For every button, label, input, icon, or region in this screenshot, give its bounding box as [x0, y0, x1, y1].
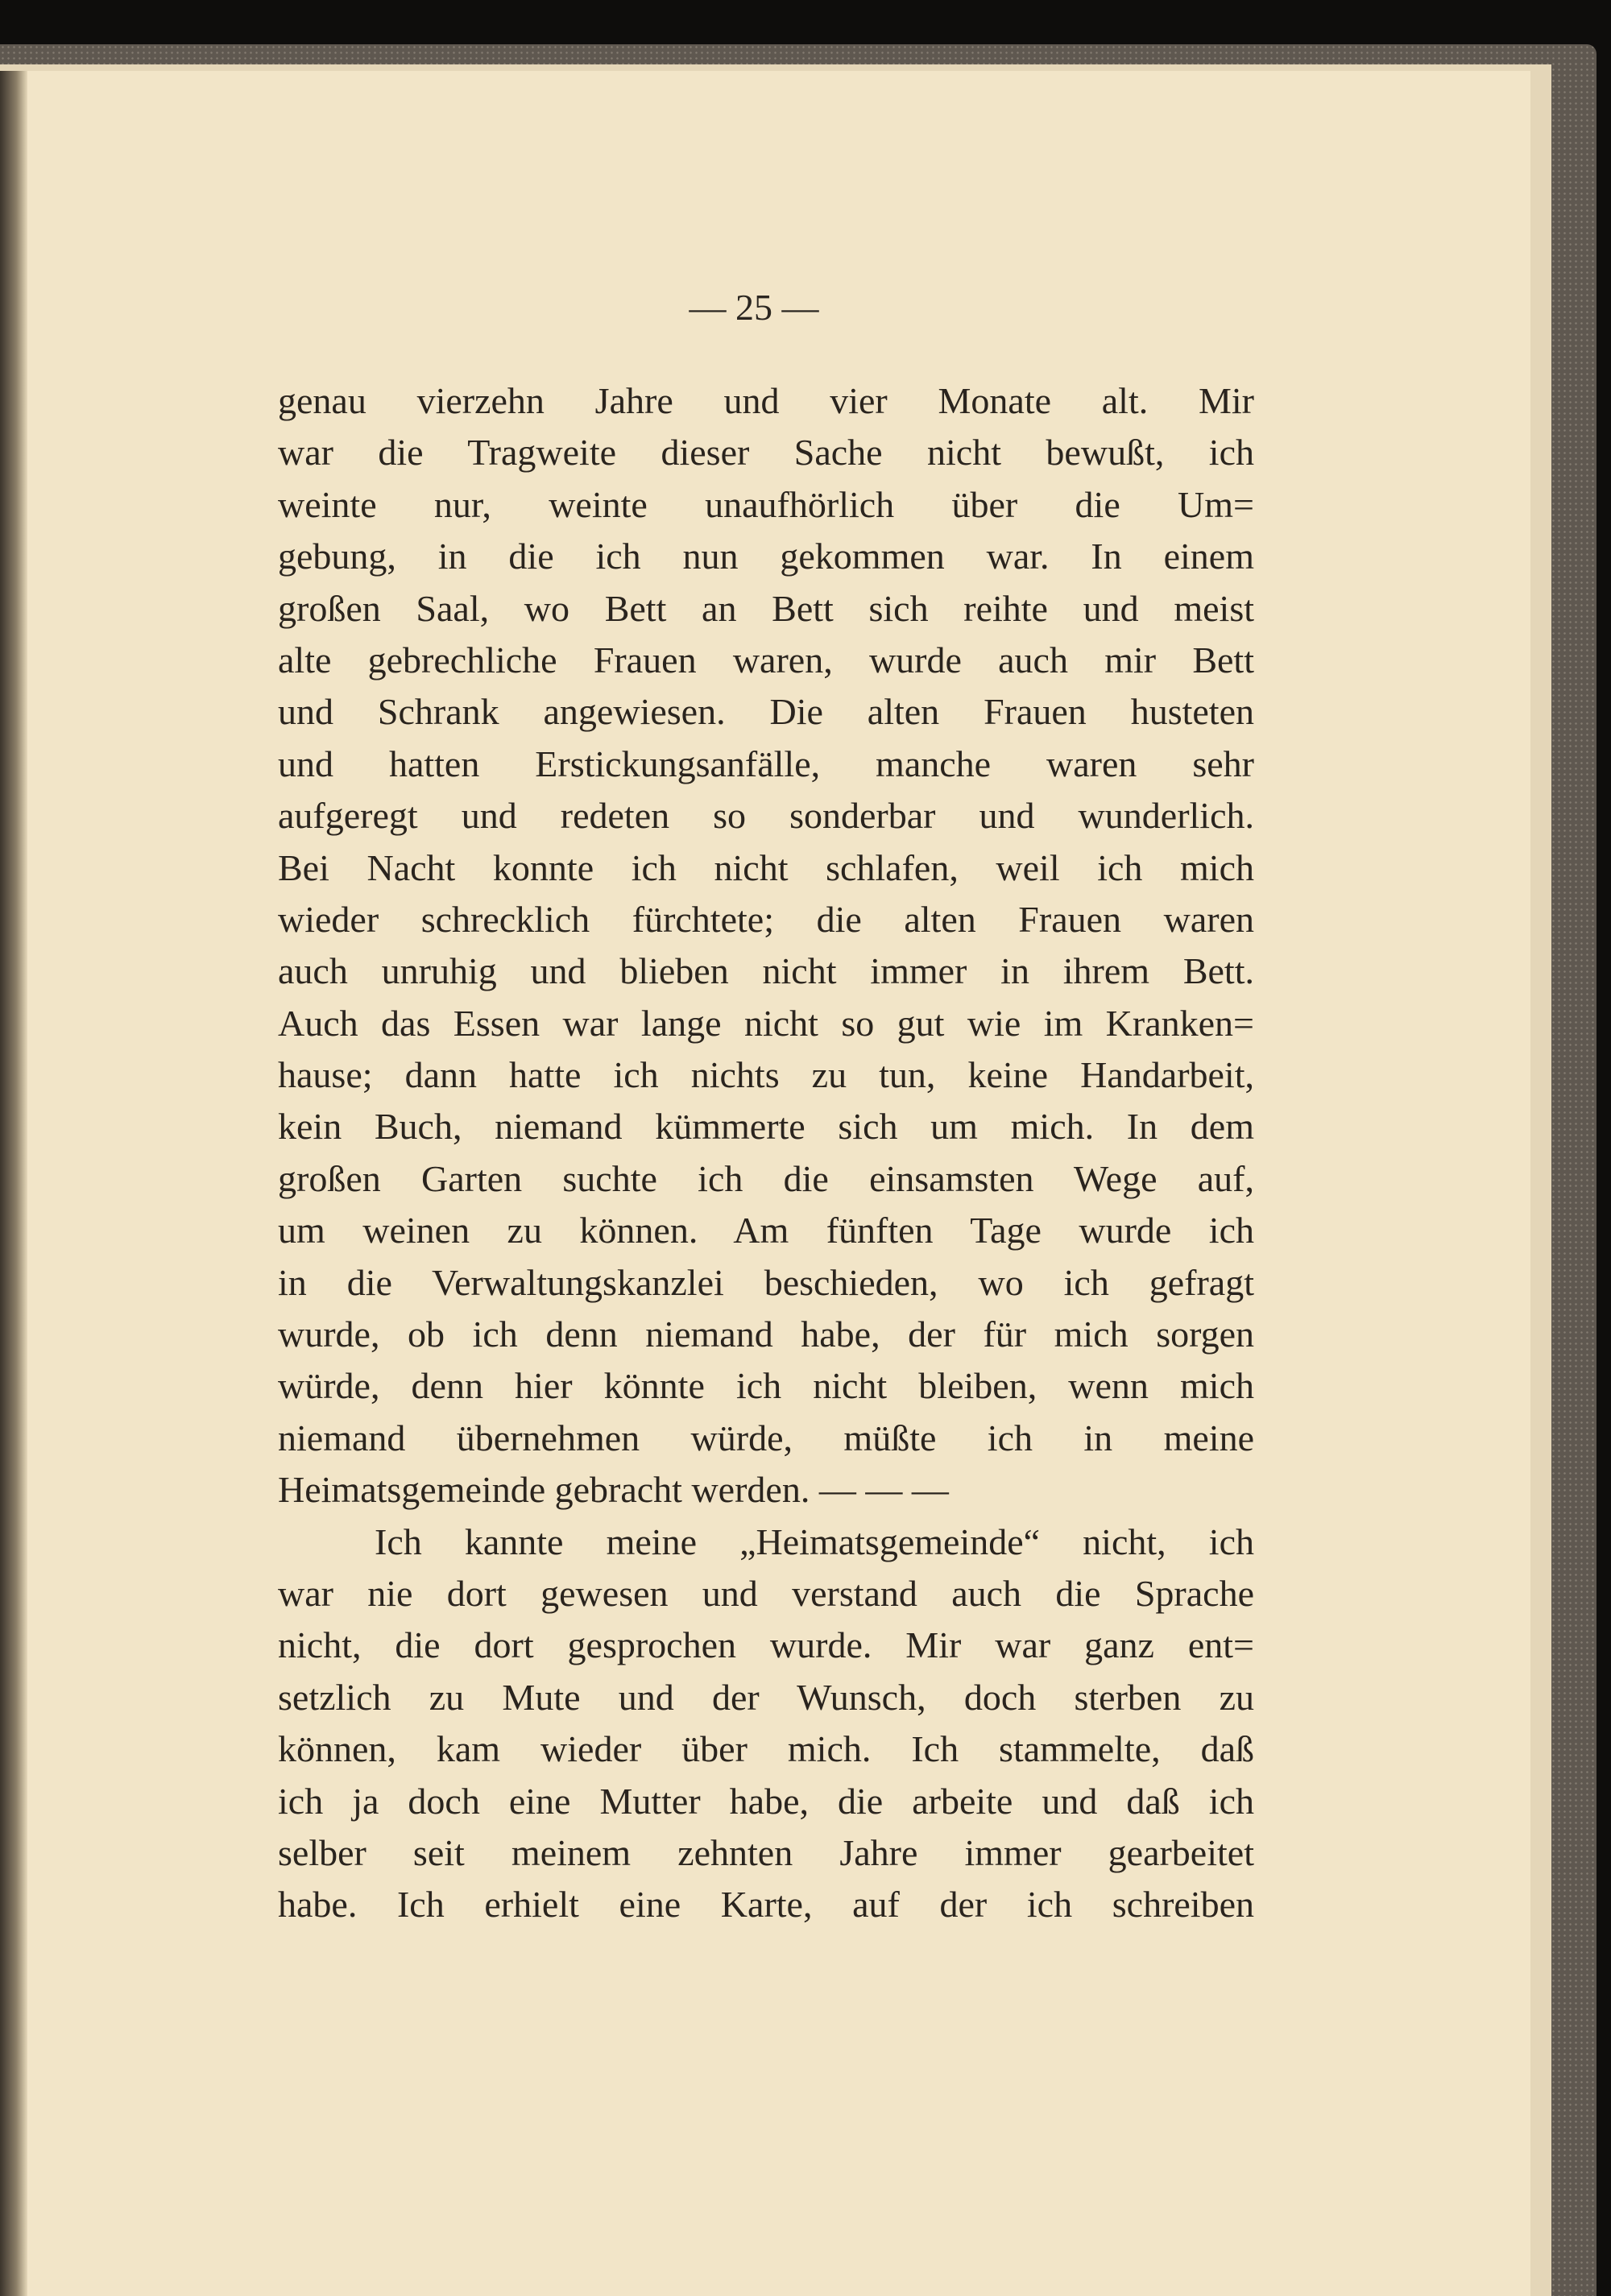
- text-line: wurde, ob ich denn niemand habe, der für mich sorgen: [278, 1313, 1254, 1355]
- text-line: wieder schrecklich fürchtete; die alten Frauen waren: [278, 898, 1254, 940]
- text-line: kein Buch, niemand kümmerte sich um mich. In dem: [278, 1106, 1254, 1148]
- text-line: auch unruhig und blieben nicht immer in ihrem Bett.: [278, 950, 1254, 992]
- text-line: großen Saal, wo Bett an Bett sich reihte und meist: [278, 587, 1254, 629]
- text-line: Bei Nacht konnte ich nicht schlafen, weil ich mich: [278, 846, 1254, 888]
- text-line: um weinen zu können. Am fünften Tage wurde ich: [278, 1210, 1254, 1251]
- body-text: [278, 375, 1254, 1931]
- text-line: habe. Ich erhielt eine Karte, auf der ich schreiben: [278, 1884, 1254, 1926]
- text-line: Ich kannte meine „Heimatsgemeinde“ nicht, ich: [375, 1520, 1254, 1562]
- text-line: selber seit meinem zehnten Jahre immer gearbeitet: [278, 1831, 1254, 1873]
- page-number: — 25 —: [689, 287, 819, 328]
- text-line: würde, denn hier könnte ich nicht bleiben, wenn mich: [278, 1365, 1254, 1407]
- text-line: nicht, die dort gesprochen wurde. Mir war ganz ent=: [278, 1624, 1254, 1666]
- text-line: aufgeregt und redeten so sonderbar und wunderlich.: [278, 795, 1254, 837]
- text-line: war nie dort gewesen und verstand auch die Sprache: [278, 1572, 1254, 1614]
- text-line: können, kam wieder über mich. Ich stammelte, daß: [278, 1728, 1254, 1770]
- text-line: ich ja doch eine Mutter habe, die arbeite und daß ich: [278, 1780, 1254, 1822]
- text-line: und hatten Erstickungsanfälle, manche waren sehr: [278, 743, 1254, 784]
- text-line: großen Garten suchte ich die einsamsten Wege auf,: [278, 1157, 1254, 1199]
- text-line: und Schrank angewiesen. Die alten Frauen husteten: [278, 691, 1254, 733]
- text-line: war die Tragweite dieser Sache nicht bewußt, ich: [278, 432, 1254, 474]
- text-line: setzlich zu Mute und der Wunsch, doch sterben zu: [278, 1676, 1254, 1718]
- text-line: in die Verwaltungskanzlei beschieden, wo ich gefragt: [278, 1261, 1254, 1303]
- text-line: niemand übernehmen würde, müßte ich in meine: [278, 1417, 1254, 1458]
- text-line: Auch das Essen war lange nicht so gut wie im Kranken=: [278, 1002, 1254, 1044]
- text-line: genau vierzehn Jahre und vier Monate alt. Mir: [278, 380, 1254, 421]
- text-line: Heimatsgemeinde gebracht werden. — — —: [278, 1469, 949, 1511]
- text-line: weinte nur, weinte unaufhörlich über die Um=: [278, 483, 1254, 525]
- text-line: hause; dann hatte ich nichts zu tun, keine Handarbeit,: [278, 1054, 1254, 1096]
- book-gutter: [0, 71, 27, 2296]
- text-line: alte gebrechliche Frauen waren, wurde auch mir Bett: [278, 639, 1254, 681]
- text-line: gebung, in die ich nun gekommen war. In einem: [278, 536, 1254, 577]
